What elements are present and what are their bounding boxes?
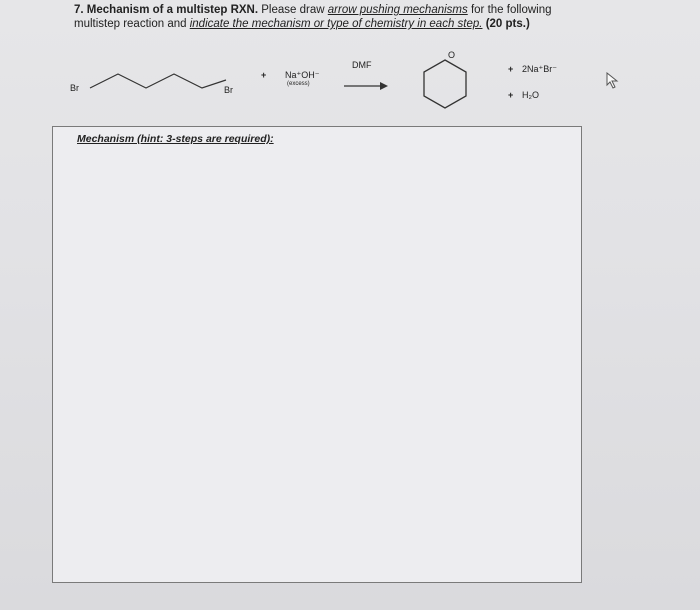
dmf-solvent: DMF — [352, 60, 372, 70]
right-br-label: Br — [224, 85, 233, 95]
mechanism-box-title: Mechanism (hint: 3-steps are required): — [77, 133, 274, 145]
mouse-cursor-icon — [606, 72, 622, 90]
reaction-scheme — [0, 0, 700, 130]
question-line2-start: multistep reaction and — [74, 18, 187, 30]
question-points: (20 pts.) — [485, 18, 530, 30]
nabr-byproduct: 2Na⁺Br⁻ — [522, 64, 558, 74]
dibromopentane-chain — [90, 74, 226, 88]
reaction-arrow-head — [380, 82, 388, 90]
mechanism-answer-box[interactable] — [52, 126, 582, 583]
plus-sign-3: + — [508, 90, 514, 100]
excess-note: (excess) — [287, 81, 310, 87]
oxane-ring — [424, 60, 466, 108]
ring-oxygen-label: O — [448, 50, 456, 60]
plus-sign-1: + — [261, 70, 267, 80]
naoh-reagent: Na⁺OH⁻ — [285, 70, 320, 80]
question-intro: Please draw — [261, 4, 325, 16]
question-after-link: for the following — [470, 4, 552, 16]
water-byproduct: H₂O — [522, 90, 539, 100]
plus-sign-2: + — [508, 64, 514, 74]
indicate-mechanism-text: indicate the mechanism or type of chemistry in each step. — [189, 18, 483, 30]
question-number: 7. — [74, 4, 84, 16]
left-br-label: Br — [70, 83, 79, 93]
arrow-pushing-link-text: arrow pushing mechanisms — [327, 4, 468, 16]
question-title: Mechanism of a multistep RXN. — [86, 4, 259, 16]
